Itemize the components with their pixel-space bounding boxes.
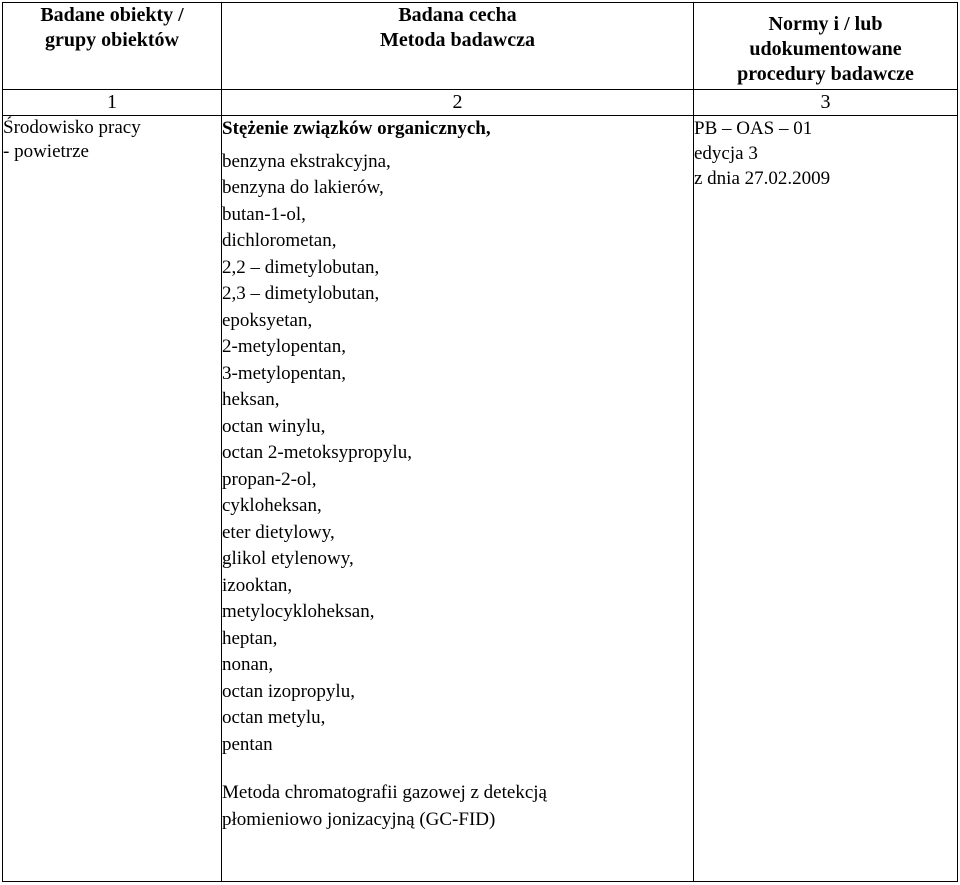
header-line: udokumentowane <box>749 38 902 60</box>
content-row <box>3 116 958 882</box>
compound-item: cykloheksan, <box>222 495 322 516</box>
compound-item: octan winylu, <box>222 415 326 437</box>
column-number: 2 <box>222 90 694 116</box>
header-line: Badana cecha <box>398 4 517 26</box>
header-objects <box>3 3 222 90</box>
compound-item: nonan, <box>222 654 274 675</box>
compound-list <box>222 149 693 759</box>
method-line: Metoda chromatografii gazowej z detekcją <box>222 782 547 803</box>
compound-item: glikol etylenowy, <box>222 548 354 569</box>
compound-item: heptan, <box>222 627 278 649</box>
column-number: 1 <box>3 90 222 116</box>
feature-cell <box>222 116 694 882</box>
header-line: procedury badawcze <box>737 63 914 85</box>
compound-item: epoksyetan, <box>222 309 313 331</box>
feature-title: Stężenie związków organicznych, <box>222 118 491 139</box>
compound-item: heksan, <box>222 389 280 410</box>
method-description <box>222 780 693 833</box>
compound-item: benzyna ekstrakcyjna, <box>222 150 391 172</box>
column-number: 3 <box>694 90 958 116</box>
object-cell <box>3 116 222 882</box>
compound-item: octan metylu, <box>222 707 326 728</box>
compound-item: eter dietylowy, <box>222 521 335 543</box>
header-feature <box>222 3 694 90</box>
compound-item: butan-1-ol, <box>222 203 306 225</box>
compound-item: 3-metylopentan, <box>222 362 346 384</box>
accreditation-table <box>2 2 958 882</box>
compound-item: benzyna do lakierów, <box>222 177 384 198</box>
header-norms <box>694 3 958 90</box>
norm-line: PB – OAS – 01 <box>694 118 813 139</box>
header-line: Badane obiekty / <box>40 4 184 26</box>
compound-item: dichlorometan, <box>222 230 337 251</box>
norm-line: edycja 3 <box>694 143 758 164</box>
header-row <box>3 3 958 90</box>
compound-item: izooktan, <box>222 574 293 596</box>
object-line: - powietrze <box>3 141 89 162</box>
norm-line: z dnia 27.02.2009 <box>694 168 831 189</box>
compound-item: propan-2-ol, <box>222 468 317 490</box>
compound-item: pentan <box>222 733 273 755</box>
compound-item: metylocykloheksan, <box>222 601 375 622</box>
header-line: grupy obiektów <box>45 29 179 51</box>
compound-item: 2-metylopentan, <box>222 336 346 357</box>
object-line: Środowisko pracy <box>3 117 141 138</box>
norm-cell <box>694 116 958 882</box>
compound-item: octan izopropylu, <box>222 680 355 702</box>
column-number-row <box>3 90 958 116</box>
compound-item: octan 2-metoksypropylu, <box>222 442 412 463</box>
header-line: Metoda badawcza <box>380 29 535 51</box>
header-line: Normy i / lub <box>768 13 883 35</box>
compound-item: 2,3 – dimetylobutan, <box>222 283 380 304</box>
method-line: płomieniowo jonizacyjną (GC-FID) <box>222 808 496 830</box>
compound-item: 2,2 – dimetylobutan, <box>222 256 380 278</box>
